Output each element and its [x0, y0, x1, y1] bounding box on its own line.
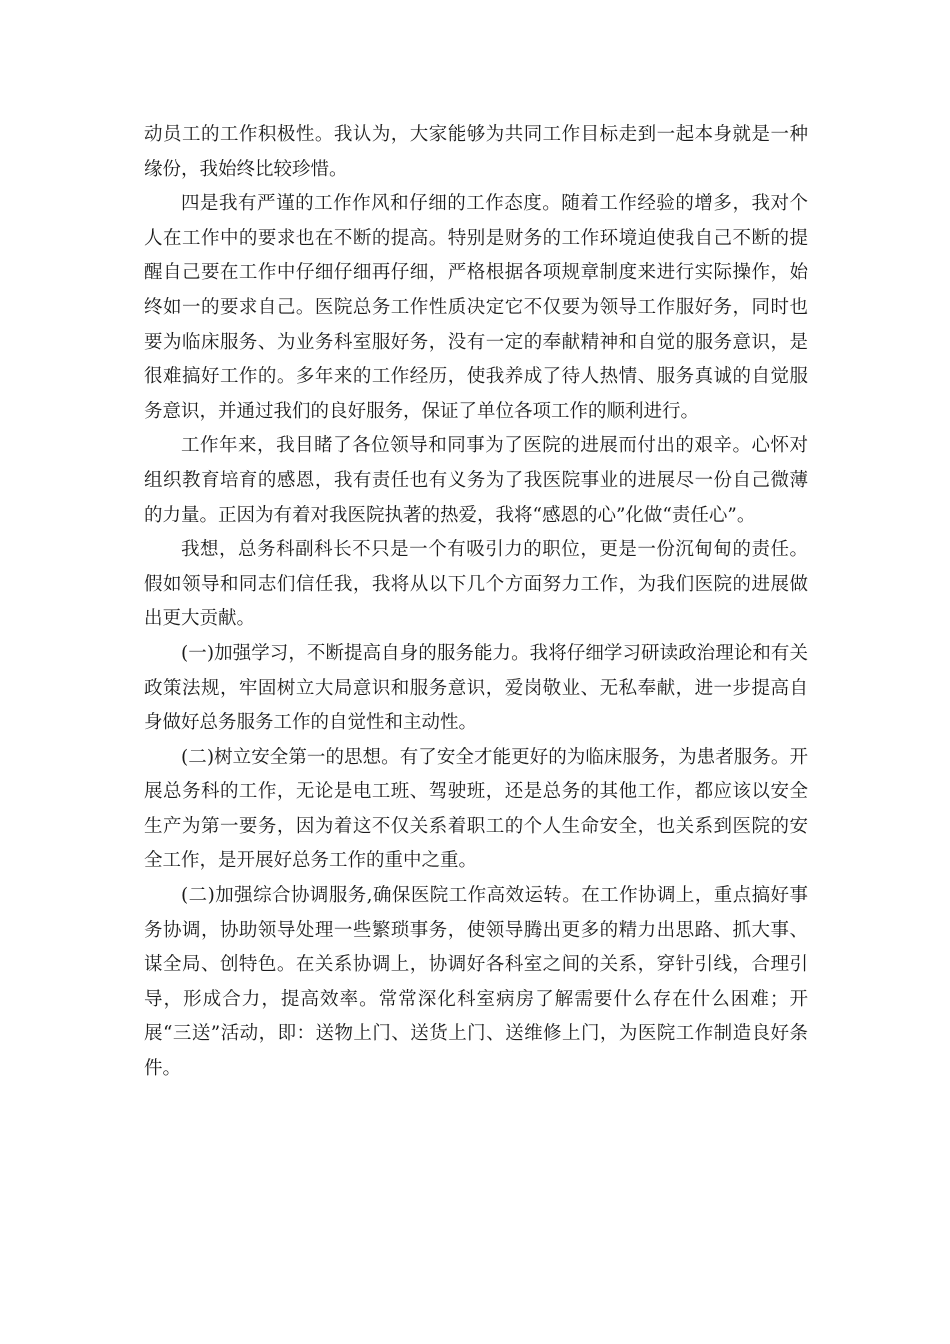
paragraph-point-study: (一)加强学习，不断提高自身的服务能力。我将仔细学习研读政治理论和有关政策法规，牢固树立大局意识和服务意识，爱岗敬业、无私奉献，进一步提高自身做好总务服务工作的自觉性和主动性。: [144, 642, 808, 734]
paragraph-point-coordination: (二)加强综合协调服务,确保医院工作高效运转。在工作协调上，重点搞好事务协调，协助领导处理一些繁琐事务，使领导腾出更多的精力出思路、抓大事、谋全局、创特色。在关系协调上，协调好各科室之间的关系，穿针引线，合理引导，形成合力，提高效率。常常深化科室病房了解需要什么存在什么困难；开展“三送”活动，即：送物上门、送货上门、送维修上门，为医院工作制造良好条件。: [144, 885, 808, 1080]
paragraph-work-style: 四是我有严谨的工作作风和仔细的工作态度。随着工作经验的增多，我对个人在工作中的要求也在不断的提高。特别是财务的工作环境迫使我自己不断的提醒自己要在工作中仔细仔细再仔细，严格根据各项规章制度来进行实际操作，始终如一的要求自己。医院总务工作性质决定它不仅要为领导工作服好务，同时也要为临床服务、为业务科室服好务，没有一定的奉献精神和自觉的服务意识，是很难搞好工作的。多年来的工作经历，使我养成了待人热情、服务真诚的自觉服务意识，并通过我们的良好服务，保证了单位各项工作的顺利进行。: [144, 193, 808, 422]
document-body: [144, 118, 808, 1087]
paragraph-point-safety: (二)树立安全第一的思想。有了安全才能更好的为临床服务，为患者服务。开展总务科的工作，无论是电工班、驾驶班，还是总务的其他工作，都应该以安全生产为第一要务，因为着这不仅关系着职工的个人生命安全，也关系到医院的安全工作，是开展好总务工作的重中之重。: [144, 746, 808, 872]
paragraph-continuation: 动员工的工作积极性。我认为，大家能够为共同工作目标走到一起本身就是一种缘份，我始终比较珍惜。: [144, 124, 808, 180]
paragraph-responsibility: 我想，总务科副科长不只是一个有吸引力的职位，更是一份沉甸甸的责任。假如领导和同志们信任我，我将从以下几个方面努力工作，为我们医院的进展做出更大贡献。: [144, 539, 808, 630]
paragraph-gratitude: 工作年来，我目睹了各位领导和同事为了医院的进展而付出的艰辛。心怀对组织教育培育的感恩，我有责任也有义务为了我医院事业的进展尽一份自己微薄的力量。正因为有着对我医院执著的热爱，我将“感恩的心”化做“责任心”。: [144, 435, 808, 526]
